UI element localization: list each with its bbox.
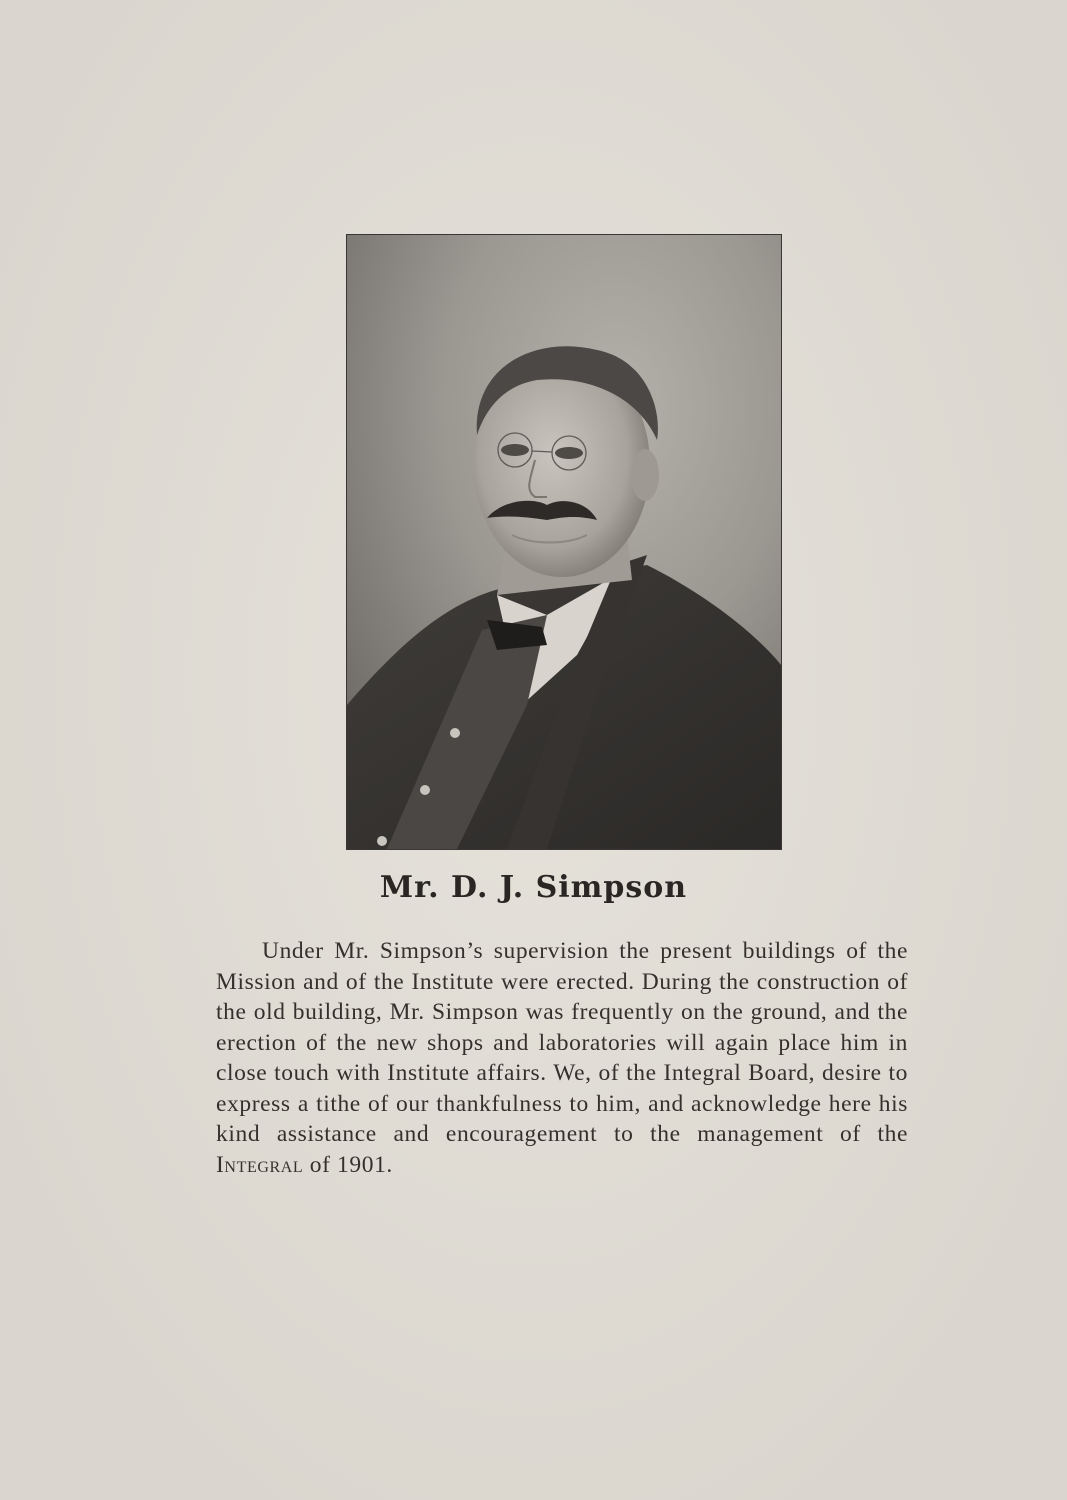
portrait-image bbox=[347, 235, 781, 849]
portrait-photo bbox=[346, 234, 782, 850]
paragraph-text-part-1: Under Mr. Simpson’s supervision the present buildings of the Mission and of the Institute were erected. During the construction of the old building, Mr. Simpson was frequently on the ground, and the erection of the new shops and laboratories will again place him in close touch with Institute affairs. We, of the Integral Board, desire to express a tithe of our thankfulness to him, and acknowledge here his kind assistance and encouragement to the management of the bbox=[216, 938, 908, 1147]
tribute-paragraph bbox=[216, 936, 908, 1180]
portrait-caption: Mr. D. J. Simpson bbox=[379, 870, 688, 905]
paragraph-text-part-2: of 1901. bbox=[303, 1151, 393, 1178]
paragraph-text bbox=[216, 936, 908, 1180]
paragraph-integral-smallcaps: Integral bbox=[216, 1151, 304, 1178]
